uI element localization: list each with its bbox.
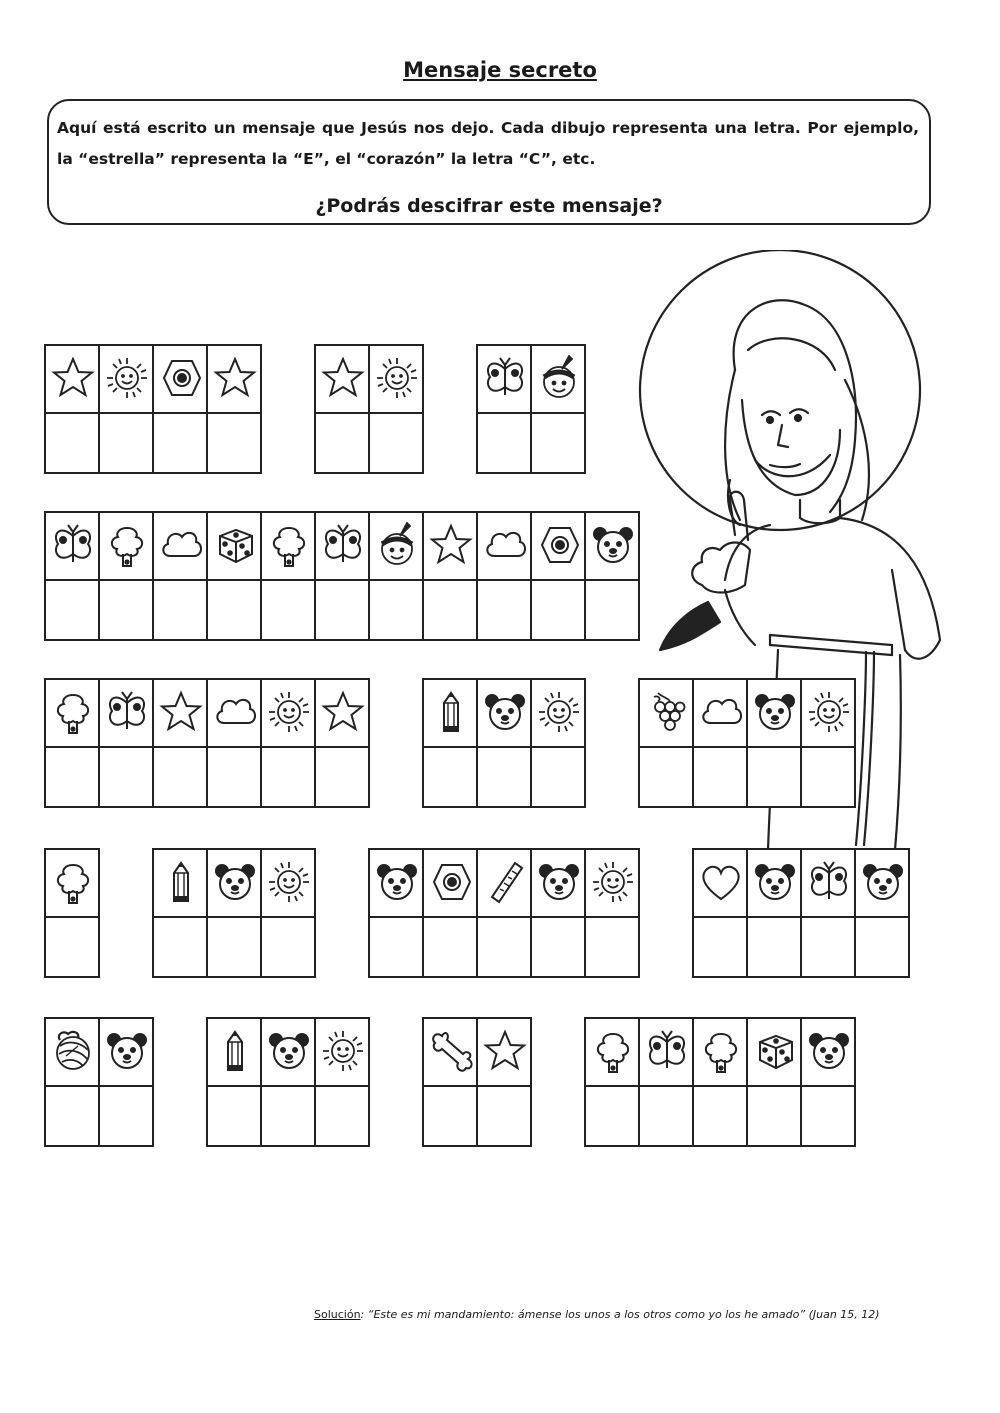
symbol-cell (424, 680, 478, 748)
answer-cell[interactable] (694, 748, 748, 808)
bear-icon (590, 522, 636, 568)
indian-icon (374, 522, 420, 568)
tree-icon (698, 1028, 744, 1074)
symbol-cell (478, 680, 532, 748)
yarn-icon (50, 1028, 96, 1074)
bear-icon (266, 1028, 312, 1074)
symbol-cell (802, 850, 856, 918)
answer-cell[interactable] (316, 581, 370, 641)
bear-icon (752, 689, 798, 735)
pencil-icon (158, 859, 204, 905)
symbol-cell (262, 1019, 316, 1087)
answer-cell[interactable] (478, 1087, 532, 1147)
symbol-cell (316, 513, 370, 581)
nut-icon (158, 355, 204, 401)
answer-cell[interactable] (478, 748, 532, 808)
answer-cell[interactable] (586, 1087, 640, 1147)
answer-cell[interactable] (478, 414, 532, 474)
answer-cell[interactable] (46, 1087, 100, 1147)
symbol-cell (424, 850, 478, 918)
answer-cell[interactable] (856, 918, 910, 978)
symbol-cell (586, 850, 640, 918)
answer-cell[interactable] (694, 918, 748, 978)
answer-cell[interactable] (154, 748, 208, 808)
answer-cell[interactable] (46, 748, 100, 808)
answer-cell[interactable] (154, 581, 208, 641)
answer-cell[interactable] (208, 918, 262, 978)
heart-icon (698, 859, 744, 905)
symbol-cell (316, 1019, 370, 1087)
symbol-cell (262, 513, 316, 581)
symbol-cell (370, 513, 424, 581)
symbol-cell (694, 1019, 748, 1087)
bear-icon (536, 859, 582, 905)
butterfly-icon (104, 689, 150, 735)
answer-cell[interactable] (424, 748, 478, 808)
symbol-cell (154, 346, 208, 414)
answer-cell[interactable] (100, 748, 154, 808)
tree-icon (104, 522, 150, 568)
symbol-cell (154, 680, 208, 748)
sun-icon (374, 355, 420, 401)
pencil-icon (212, 1028, 258, 1074)
symbol-cell (694, 850, 748, 918)
symbol-cell (856, 850, 910, 918)
answer-cell[interactable] (316, 748, 370, 808)
symbol-cell (478, 1019, 532, 1087)
answer-cell[interactable] (802, 748, 856, 808)
butterfly-icon (320, 522, 366, 568)
cipher-word (422, 1017, 532, 1147)
cipher-word (44, 511, 640, 641)
symbol-cell (46, 1019, 100, 1087)
cipher-word (368, 848, 640, 978)
symbol-cell (208, 680, 262, 748)
symbol-cell (208, 513, 262, 581)
symbol-cell (424, 513, 478, 581)
symbol-cell (154, 513, 208, 581)
answer-cell[interactable] (532, 414, 586, 474)
answer-cell[interactable] (586, 581, 640, 641)
cloud-icon (212, 689, 258, 735)
answer-cell[interactable] (802, 1087, 856, 1147)
answer-cell[interactable] (532, 581, 586, 641)
symbol-cell (100, 1019, 154, 1087)
star-icon (428, 522, 474, 568)
cipher-word (206, 1017, 370, 1147)
answer-cell[interactable] (694, 1087, 748, 1147)
tree-icon (266, 522, 312, 568)
ruler-icon (482, 859, 528, 905)
symbol-cell (262, 680, 316, 748)
answer-cell[interactable] (478, 918, 532, 978)
answer-cell[interactable] (370, 414, 424, 474)
symbol-cell (262, 850, 316, 918)
answer-cell[interactable] (262, 581, 316, 641)
cipher-word (638, 678, 856, 808)
answer-cell[interactable] (586, 918, 640, 978)
answer-cell[interactable] (424, 918, 478, 978)
star-icon (158, 689, 204, 735)
cipher-word (584, 1017, 856, 1147)
answer-cell[interactable] (154, 414, 208, 474)
symbol-cell (532, 346, 586, 414)
symbol-cell (532, 850, 586, 918)
answer-cell[interactable] (46, 581, 100, 641)
answer-cell[interactable] (208, 414, 262, 474)
cipher-word (692, 848, 910, 978)
answer-cell[interactable] (262, 748, 316, 808)
star-icon (320, 689, 366, 735)
symbol-cell (46, 850, 100, 918)
answer-cell[interactable] (532, 748, 586, 808)
cipher-word (152, 848, 316, 978)
sun-icon (266, 859, 312, 905)
symbol-cell (694, 680, 748, 748)
cloud-icon (482, 522, 528, 568)
symbol-cell (478, 513, 532, 581)
answer-cell[interactable] (208, 1087, 262, 1147)
answer-cell[interactable] (478, 581, 532, 641)
cipher-word (476, 344, 586, 474)
answer-cell[interactable] (370, 581, 424, 641)
symbol-cell (316, 680, 370, 748)
answer-cell[interactable] (370, 918, 424, 978)
star-icon (320, 355, 366, 401)
butterfly-icon (644, 1028, 690, 1074)
answer-cell[interactable] (100, 414, 154, 474)
answer-cell[interactable] (640, 748, 694, 808)
solution-label: Solución (314, 1308, 361, 1321)
instructions-text: Aquí está escrito un mensaje que Jesús nos dejo. Cada dibujo representa una letra. Por ejemplo, la “estrella” representa la “E”, el “corazón” la letra “C”, etc. (57, 119, 919, 168)
cipher-word (44, 848, 100, 978)
bear-icon (482, 689, 528, 735)
answer-cell[interactable] (748, 918, 802, 978)
symbol-cell (154, 850, 208, 918)
symbol-cell (748, 680, 802, 748)
symbol-cell (46, 346, 100, 414)
answer-cell[interactable] (424, 581, 478, 641)
solution-line (314, 1308, 880, 1321)
butterfly-icon (806, 859, 852, 905)
symbol-cell (46, 513, 100, 581)
symbol-cell (478, 850, 532, 918)
symbol-cell (640, 1019, 694, 1087)
symbol-cell (478, 346, 532, 414)
cipher-word (314, 344, 424, 474)
cipher-word (44, 1017, 154, 1147)
symbol-cell (802, 680, 856, 748)
symbol-cell (370, 850, 424, 918)
symbol-cell (586, 1019, 640, 1087)
answer-cell[interactable] (748, 1087, 802, 1147)
bear-icon (752, 859, 798, 905)
symbol-cell (208, 346, 262, 414)
symbol-cell (208, 1019, 262, 1087)
tree-icon (50, 689, 96, 735)
answer-cell[interactable] (100, 1087, 154, 1147)
answer-cell[interactable] (208, 748, 262, 808)
answer-cell[interactable] (262, 918, 316, 978)
bear-icon (104, 1028, 150, 1074)
answer-cell[interactable] (46, 918, 100, 978)
symbol-cell (532, 513, 586, 581)
bone-icon (428, 1028, 474, 1074)
answer-cell[interactable] (532, 918, 586, 978)
pencil-icon (428, 689, 474, 735)
sun-icon (806, 689, 852, 735)
sun-icon (104, 355, 150, 401)
indian-icon (536, 355, 582, 401)
bear-icon (806, 1028, 852, 1074)
sun-icon (320, 1028, 366, 1074)
symbol-cell (424, 1019, 478, 1087)
symbol-cell (802, 1019, 856, 1087)
symbol-cell (208, 850, 262, 918)
tree-icon (50, 859, 96, 905)
cloud-icon (158, 522, 204, 568)
instructions-box (47, 99, 931, 225)
symbol-cell (748, 850, 802, 918)
tree-icon (590, 1028, 636, 1074)
cipher-word (422, 678, 586, 808)
answer-cell[interactable] (154, 918, 208, 978)
answer-cell[interactable] (100, 581, 154, 641)
nut-icon (428, 859, 474, 905)
answer-cell[interactable] (46, 414, 100, 474)
nut-icon (536, 522, 582, 568)
dice-icon (212, 522, 258, 568)
question-text: ¿Podrás descifrar este mensaje? (315, 195, 663, 217)
cloud-icon (698, 689, 744, 735)
answer-cell[interactable] (316, 1087, 370, 1147)
star-icon (482, 1028, 528, 1074)
butterfly-icon (50, 522, 96, 568)
answer-cell[interactable] (640, 1087, 694, 1147)
bear-icon (374, 859, 420, 905)
star-icon (212, 355, 258, 401)
symbol-cell (586, 513, 640, 581)
sun-icon (536, 689, 582, 735)
bear-icon (860, 859, 906, 905)
answer-cell[interactable] (262, 1087, 316, 1147)
symbol-cell (370, 346, 424, 414)
symbol-cell (640, 680, 694, 748)
answer-cell[interactable] (748, 748, 802, 808)
symbol-cell (532, 680, 586, 748)
answer-cell[interactable] (424, 1087, 478, 1147)
symbol-cell (748, 1019, 802, 1087)
answer-cell[interactable] (316, 414, 370, 474)
cipher-word (44, 344, 262, 474)
page-title: Mensaje secreto (403, 58, 597, 82)
answer-cell[interactable] (802, 918, 856, 978)
sun-icon (266, 689, 312, 735)
symbol-cell (316, 346, 370, 414)
bear-icon (212, 859, 258, 905)
symbol-cell (46, 680, 100, 748)
symbol-cell (100, 346, 154, 414)
sun-icon (590, 859, 636, 905)
cipher-word (44, 678, 370, 808)
symbol-cell (100, 513, 154, 581)
butterfly-icon (482, 355, 528, 401)
dice-icon (752, 1028, 798, 1074)
solution-text: : “Este es mi mandamiento: ámense los unos a los otros como yo los he amado” (Juan 15, 12) (360, 1308, 880, 1321)
grapes-icon (644, 689, 690, 735)
symbol-cell (100, 680, 154, 748)
star-icon (50, 355, 96, 401)
answer-cell[interactable] (208, 581, 262, 641)
